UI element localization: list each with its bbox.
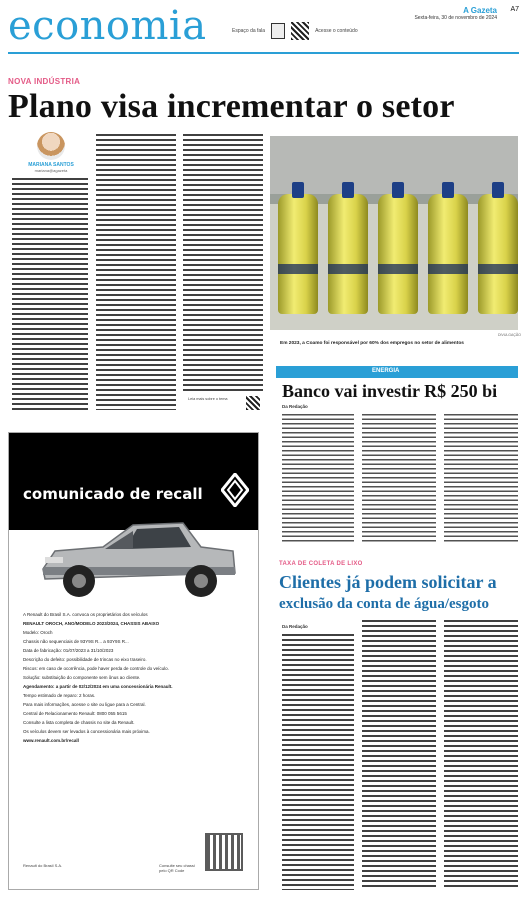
brand-name: A Gazeta: [463, 6, 497, 15]
recall-advertisement[interactable]: [8, 432, 259, 890]
ad-line: Riscos: em caso de ocorrência, pode haver perda de controle do veículo.: [23, 666, 169, 671]
ad-line: Agendamento: a partir de 02/12/2024 em uma concessionária Renault.: [23, 684, 173, 689]
second-kicker: TAXA DE COLETA DE LIXO: [279, 561, 363, 567]
related-strap[interactable]: Leia mais sobre o tema: [188, 397, 228, 401]
ad-line: Central de Relacionamento Renault: 0800 055 5615: [23, 711, 127, 716]
ad-line: Descrição do defeito: possibilidade de trincas no eixo traseiro.: [23, 657, 147, 662]
author-box: [12, 132, 90, 173]
bottle-shape: [328, 194, 368, 314]
box-headline: Banco vai investir R$ 250 bi: [282, 381, 498, 401]
author-role: mariana@agazeta: [34, 168, 68, 173]
ad-line: Os veículos devem ser levados à concessionária mais próxima.: [23, 729, 150, 734]
box-body-col-3: [444, 414, 518, 542]
box-tag: [276, 366, 518, 378]
ad-line: Chassis não sequenciais de 93Y9S R... a 93Y9S R...: [23, 639, 129, 644]
header-rule: [8, 52, 519, 54]
ad-line: RENAULT OROCH, ANO/MODELO 2023/2024, CHASSIS ABAIXO: [23, 621, 160, 626]
second-byline: Da Redação: [282, 624, 308, 629]
author-name: MARIANA SANTOS: [28, 162, 74, 168]
ad-title: comunicado de recall: [23, 485, 203, 503]
ad-line: Data de fabricação: 01/07/2023 a 31/10/2023: [23, 648, 114, 653]
header-mid-text-2: Acesse o conteúdo: [315, 28, 358, 34]
ad-line: Para mais informações, acesse o site ou ligue para a Central.: [23, 702, 146, 707]
renault-logo-icon: [221, 473, 249, 507]
section-title: economia: [8, 3, 207, 49]
box-body-col-2: [362, 414, 436, 542]
ad-footer-company: Renault do Brasil S.A.: [23, 863, 63, 868]
bottle-shape: [278, 194, 318, 314]
ad-line: Modelo: Oroch: [23, 630, 53, 635]
second-body-col-3: [444, 620, 518, 890]
main-body-col-1: [12, 178, 88, 410]
qr-code-icon[interactable]: [246, 396, 260, 410]
main-kicker: NOVA INDÚSTRIA: [8, 77, 81, 86]
ad-line: Tempo estimado de reparo: 2 horas.: [23, 693, 96, 698]
ad-qr-code[interactable]: [205, 833, 243, 871]
box-byline: Da Redação: [282, 404, 308, 409]
second-headline-line-1: Clientes já podem solicitar a: [279, 572, 497, 592]
ad-line[interactable]: www.renault.com.br/recall: [23, 738, 79, 743]
bottle-shape: [478, 194, 518, 314]
header-mid-text: Espaço da fala: [232, 28, 266, 34]
ad-text: [23, 610, 249, 745]
box-body-col-1: [282, 414, 354, 542]
header-meta: [414, 6, 497, 21]
main-headline: Plano visa incrementar o setor: [8, 88, 455, 125]
phone-icon: [271, 23, 285, 39]
edition-date: Sexta-feira, 30 de novembro de 2024: [414, 15, 497, 21]
author-avatar: [37, 132, 65, 160]
second-body-col-1: [282, 634, 354, 890]
bottle-shape: [428, 194, 468, 314]
qr-code-icon[interactable]: [291, 22, 309, 40]
pickup-truck-image: [33, 511, 238, 606]
ad-footer-qr-label: Consulte seu chassi pelo QR Code: [159, 863, 195, 873]
ad-line: Consulte a lista completa de chassis no site da Renault.: [23, 720, 135, 725]
main-body-col-2: [96, 134, 176, 410]
box-tag-label: ENERGIA: [372, 368, 400, 374]
main-photo: [270, 136, 518, 330]
ad-line: A Renault do Brasil S.A. convoca os proprietários dos veículos: [23, 612, 148, 617]
second-headline-line-2: exclusão da conta de água/esgoto: [279, 596, 489, 612]
main-body-col-3: [183, 134, 263, 394]
ad-line: Solução: substituição do componente sem ônus ao cliente.: [23, 675, 141, 680]
second-body-col-2: [362, 620, 436, 890]
photo-credit: DIVULGAÇÃO: [498, 333, 521, 337]
page-number: A7: [510, 6, 519, 13]
bottle-shape: [378, 194, 418, 314]
header-extras: [232, 22, 358, 40]
photo-caption: Em 2023, a Coamo foi responsável por 60% dos empregos no setor de alimentos: [280, 341, 464, 346]
